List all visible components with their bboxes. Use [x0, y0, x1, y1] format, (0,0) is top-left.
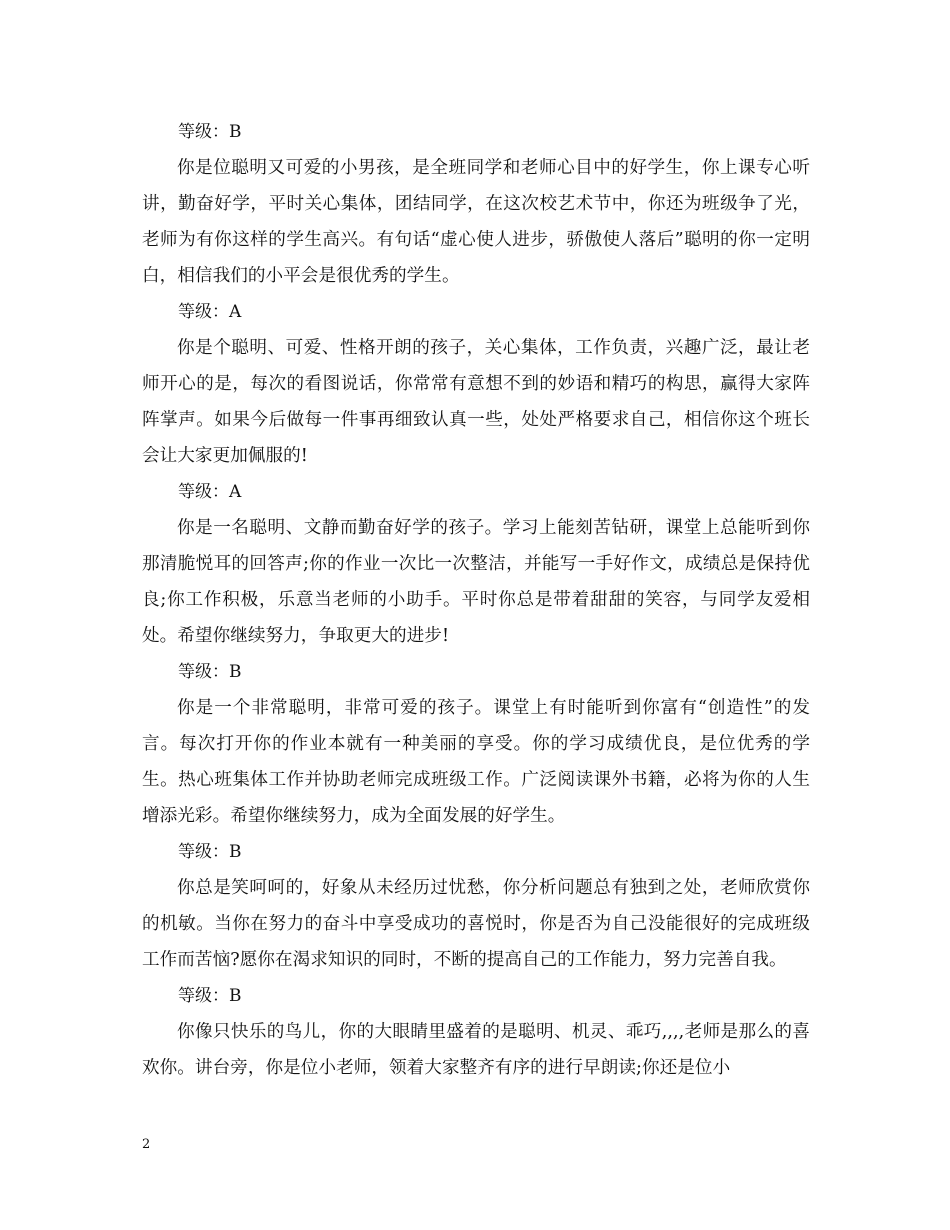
- comment-paragraph: 你像只快乐的鸟儿，你的大眼睛里盛着的是聪明、机灵、乖巧,,,,老师是那么的喜欢你。讲台旁，你是位小老师，领着大家整齐有序的进行早朗读;你还是位小: [142, 1022, 810, 1078]
- grade-line: 等级：A: [178, 482, 242, 502]
- comment-paragraph: 你是位聪明又可爱的小男孩，是全班同学和老师心目中的好学生，你上课专心听讲，勤奋好学，平时关心集体，团结同学，在这次校艺术节中，你还为班级争了光，老师为有你这样的学生高兴。有句话“虚心使人进步，骄傲使人落后”聪明的你一定明白，相信我们的小平会是很优秀的学生。: [142, 158, 810, 286]
- document-body: [142, 114, 810, 1086]
- grade-line: 等级：B: [178, 986, 242, 1006]
- comment-paragraph: 你总是笑呵呵的，好象从未经历过忧愁，你分析问题总有独到之处，老师欣赏你的机敏。当你在努力的奋斗中享受成功的喜悦时，你是否为自己没能很好的完成班级工作而苦恼?愿你在渴求知识的同时，不断的提高自己的工作能力，努力完善自我。: [142, 878, 810, 970]
- grade-line: 等级：A: [178, 302, 242, 322]
- comment-paragraph: 你是个聪明、可爱、性格开朗的孩子，关心集体，工作负责，兴趣广泛，最让老师开心的是，每次的看图说话，你常常有意想不到的妙语和精巧的构思，赢得大家阵阵掌声。如果今后做每一件事再细致认真一些，处处严格要求自己，相信你这个班长会让大家更加佩服的!: [142, 338, 810, 466]
- comment-paragraph: 你是一名聪明、文静而勤奋好学的孩子。学习上能刻苦钻研，课堂上总能听到你那清脆悦耳的回答声;你的作业一次比一次整洁，并能写一手好作文，成绩总是保持优良;你工作积极，乐意当老师的小助手。平时你总是带着甜甜的笑容，与同学友爱相处。希望你继续努力，争取更大的进步!: [142, 518, 810, 646]
- page-number: 2: [142, 1137, 151, 1152]
- comment-paragraph: 你是一个非常聪明，非常可爱的孩子。课堂上有时能听到你富有“创造性”的发言。每次打开你的作业本就有一种美丽的享受。你的学习成绩优良，是位优秀的学生。热心班集体工作并协助老师完成班级工作。广泛阅读课外书籍，必将为你的人生增添光彩。希望你继续努力，成为全面发展的好学生。: [142, 698, 810, 826]
- grade-line: 等级：B: [178, 662, 242, 682]
- grade-line: 等级：B: [178, 842, 242, 862]
- grade-line: 等级：B: [178, 122, 242, 142]
